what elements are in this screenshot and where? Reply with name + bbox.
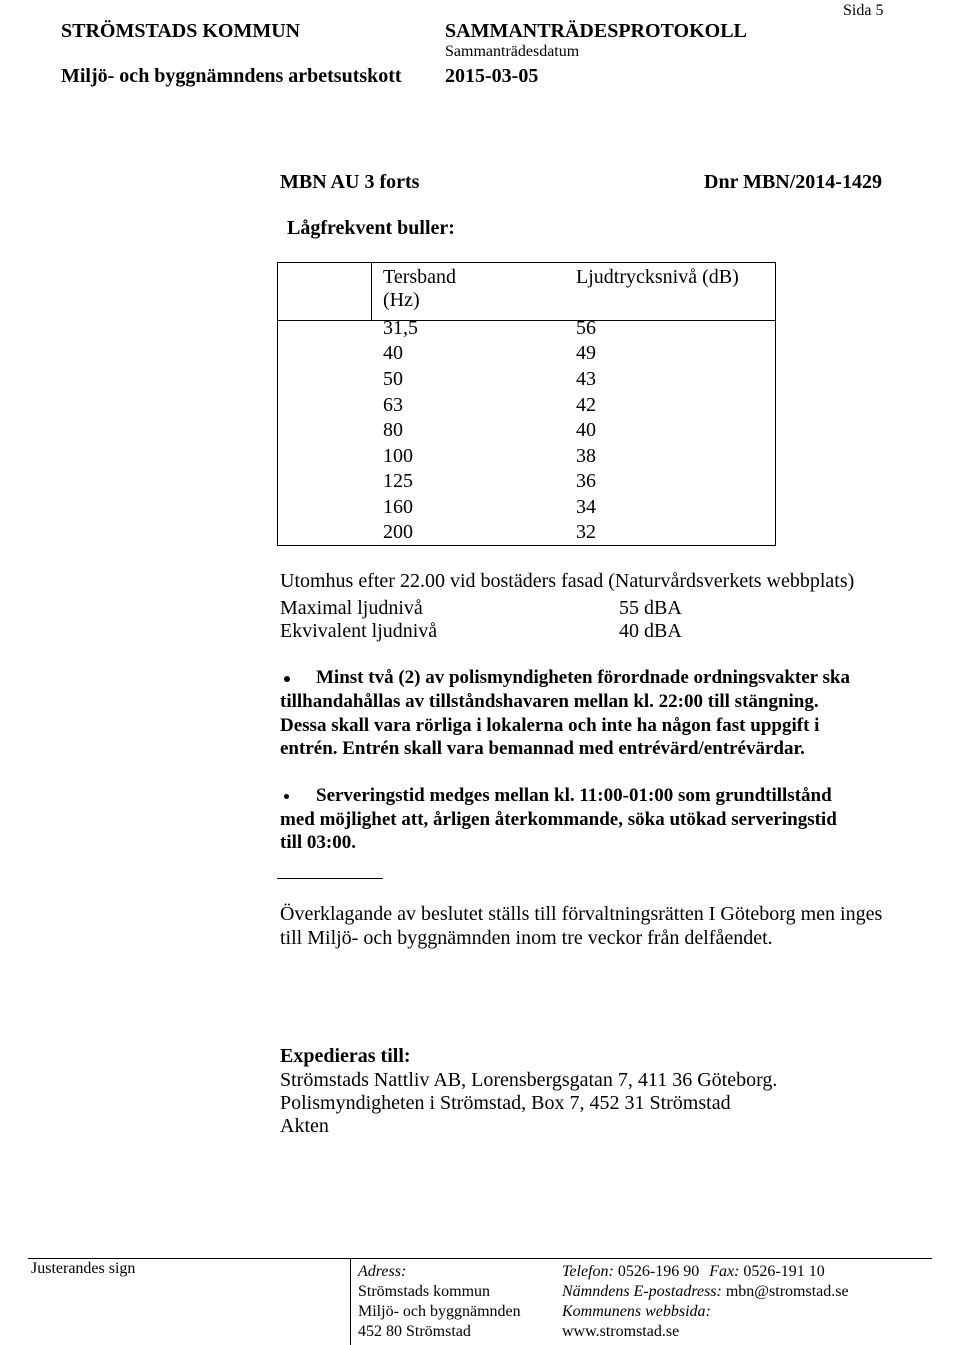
phone-fax-line [562,1263,825,1281]
table-cell-hz: 50 [383,368,403,390]
section-subtitle: Lågfrekvent buller: [287,217,455,239]
table-header-level: Ljudtrycksnivå (dB) [576,266,739,288]
phone-label: Telefon: [562,1263,614,1280]
table-cell-hz: 125 [383,470,413,492]
serving-hours-text: med möjlighet att, årligen återkommande, söka utökad serveringstid [280,809,837,830]
email-line [562,1283,849,1301]
serving-hours-text: Serveringstid medges mellan kl. 11:00-01:00 som grundtillstånd [316,785,832,806]
fax-number: 0526-191 10 [743,1263,825,1280]
condition-text: entrén. Entrén skall vara bemannad med entrévärd/entrévärdar. [280,738,805,759]
phone-number: 0526-196 90 [617,1263,700,1280]
meeting-date: 2015-03-05 [445,65,539,87]
address-line: Miljö- och byggnämnden [358,1303,521,1320]
municipality-name: STRÖMSTADS KOMMUN [61,20,301,42]
max-level-value: 55 dBA [619,597,682,619]
separator-line [277,878,383,879]
table-cell-hz: 80 [383,419,403,441]
table-cell-hz: 160 [383,496,413,518]
serving-hours-text: till 03:00. [280,832,356,853]
condition-text: Dessa skall vara rörliga i lokalerna och inte ha någon fast uppgift i [280,715,820,736]
table-cell-db: 56 [576,317,596,339]
email-address[interactable]: mbn@stromstad.se [725,1283,849,1300]
table-cell-db: 34 [576,496,596,518]
equivalent-level-value: 40 dBA [619,620,682,642]
address-line: Strömstads kommun [358,1283,491,1300]
table-header-unit: (Hz) [383,289,420,311]
table-divider [278,320,775,321]
address-line: 452 80 Strömstad [358,1323,471,1340]
table-header-band: Tersband [383,266,457,288]
table-cell-hz: 63 [383,394,403,416]
signature-label: Justerandes sign [31,1260,136,1277]
bullet-icon [284,794,289,799]
table-cell-hz: 100 [383,445,413,467]
website-link[interactable]: www.stromstad.se [562,1323,680,1340]
appeal-text: Överklagande av beslutet ställs till förvaltningsrätten I Göteborg men inges [280,903,883,925]
fax-label: Fax: [709,1263,740,1280]
table-cell-hz: 40 [383,342,403,364]
meeting-date-label: Sammanträdesdatum [445,43,580,60]
recipient: Strömstads Nattliv AB, Lorensbergsgatan 7, 411 36 Göteborg. [280,1069,778,1091]
website-label: Kommunens webbsida: [562,1303,711,1320]
email-label: Nämndens E-postadress: [562,1283,722,1300]
footer-divider [350,1258,351,1345]
protocol-title: SAMMANTRÄDESPROTOKOLL [445,20,747,42]
page-number: Sida 5 [843,2,884,19]
table-cell-db: 42 [576,394,596,416]
table-cell-db: 32 [576,521,596,543]
appeal-text: till Miljö- och byggnämnden inom tre veckor från delfåendet. [280,927,773,949]
table-divider [371,263,372,320]
table-cell-db: 36 [576,470,596,492]
outdoor-rule: Utomhus efter 22.00 vid bostäders fasad (Naturvårdsverkets webbplats) [280,570,855,592]
table-cell-db: 43 [576,368,596,390]
bullet-icon [284,676,290,682]
table-cell-hz: 31,5 [383,317,418,339]
section-reference: MBN AU 3 forts [280,171,420,193]
table-cell-hz: 200 [383,521,413,543]
case-number: Dnr MBN/2014-1429 [704,171,882,193]
noise-table [277,262,776,546]
address-label: Adress: [358,1263,407,1280]
equivalent-level-label: Ekvivalent ljudnivå [280,620,438,642]
condition-text: tillhandahållas av tillståndshavaren mellan kl. 22:00 till stängning. [280,691,819,712]
condition-text: Minst två (2) av polismyndigheten förordnade ordningsvakter ska [316,667,850,688]
table-cell-db: 40 [576,419,596,441]
footer-divider [28,1258,932,1259]
max-level-label: Maximal ljudnivå [280,597,423,619]
table-cell-db: 38 [576,445,596,467]
committee-name: Miljö- och byggnämndens arbetsutskott [61,65,402,87]
table-cell-db: 49 [576,342,596,364]
recipient: Polismyndigheten i Strömstad, Box 7, 452 31 Strömstad [280,1092,731,1114]
recipient: Akten [280,1115,329,1137]
expedition-heading: Expedieras till: [280,1045,411,1067]
